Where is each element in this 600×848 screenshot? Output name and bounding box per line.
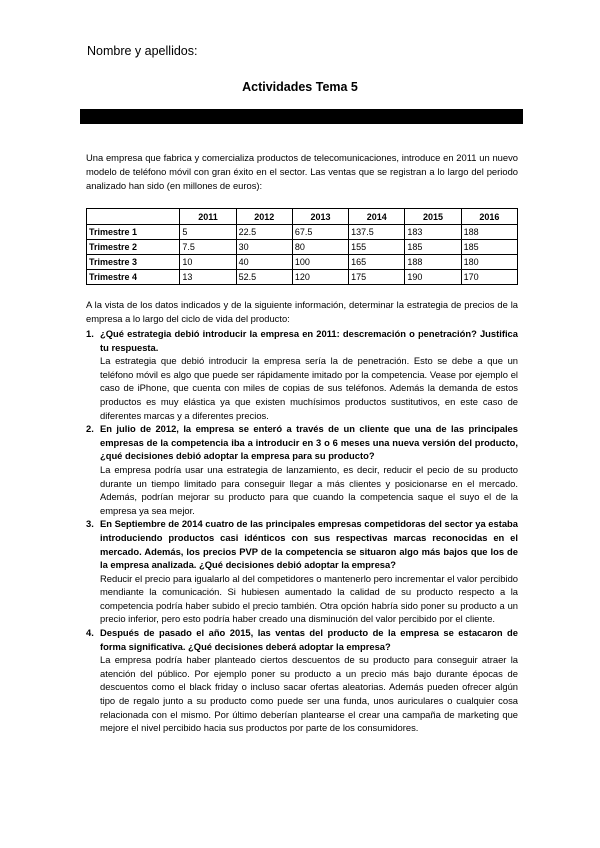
table-corner-cell [87, 209, 180, 225]
question-text: En Septiembre de 2014 cuatro de las principales empresas competidoras del sector ya estaba introduciendo productos casi idénticos con sus respectivas marcas reconocidas en el mercado. Además, los precios PVP de la competencia se situaron algo más bajos que los de la empresa analizada. ¿Qué decisiones debió adoptar la empresa? [100, 518, 518, 571]
table-cell: 170 [461, 270, 517, 285]
table-row [87, 240, 518, 255]
table-cell: 188 [461, 225, 517, 240]
table-cell: 30 [236, 240, 292, 255]
table-cell: 155 [349, 240, 405, 255]
sales-table [86, 208, 518, 285]
question-number: 3. [86, 518, 94, 530]
table-cell: 188 [405, 255, 461, 270]
table-cell: 5 [180, 225, 236, 240]
question-number: 4. [86, 627, 94, 639]
table-cell: 183 [405, 225, 461, 240]
year-header: 2011 [180, 209, 236, 225]
row-label: Trimestre 3 [87, 255, 180, 270]
table-cell: 120 [292, 270, 348, 285]
table-cell: 10 [180, 255, 236, 270]
table-cell: 165 [349, 255, 405, 270]
table-cell: 180 [461, 255, 517, 270]
table-cell: 40 [236, 255, 292, 270]
table-cell: 100 [292, 255, 348, 270]
table-cell: 67.5 [292, 225, 348, 240]
table-cell: 185 [405, 240, 461, 255]
title-divider-bar [80, 109, 523, 124]
year-header: 2013 [292, 209, 348, 225]
page-title: Actividades Tema 5 [242, 80, 358, 94]
answer-text: Reducir el precio para igualarlo al del competidores o mantenerlo pero incrementar el valor percibido mendiante la comunicación. Si hubiesen aumentado la calidad de su producto respecto a la competencia podría haber subido el precio también. Otra opción habría sido poner su producto a un precio inferior, pero esto podría haber creado una disminución del valor percibido por el cliente. [100, 572, 518, 625]
question-item [86, 626, 518, 735]
table-row [87, 225, 518, 240]
table-cell: 185 [461, 240, 517, 255]
year-header: 2015 [405, 209, 461, 225]
table-cell: 52.5 [236, 270, 292, 285]
row-label: Trimestre 1 [87, 225, 180, 240]
question-item [86, 517, 518, 626]
year-header: 2016 [461, 209, 517, 225]
question-item [86, 327, 518, 422]
year-header: 2014 [349, 209, 405, 225]
question-number: 1. [86, 328, 94, 339]
table-cell: 7.5 [180, 240, 236, 255]
table-cell: 190 [405, 270, 461, 285]
table-row [87, 255, 518, 270]
table-cell: 22.5 [236, 225, 292, 240]
lead-paragraph: A la vista de los datos indicados y de la siguiente información, determinar la estrategia de precios de la empresa a lo largo del ciclo de vida del producto: [86, 299, 518, 324]
row-label: Trimestre 2 [87, 240, 180, 255]
answer-text: La empresa podría haber planteado ciertos descuentos de su producto para conseguir atraer la atención del público. Por ejemplo poner su producto a un precio más bajo durante épocas de descuentos como el black friday o incluso sacar ofertas aleatorias. Además pueden ofrecer algún tipo de regalo junto a su producto como puede ser una funda, unos auriculares o cualquier cosa relacionada con el mismo. Por último deberían plantearse el crear una campaña de marketing que mejore el nivel percibido hacia sus productos por parte de los consumidores. [100, 654, 518, 734]
question-text: ¿Qué estrategia debió introducir la empresa en 2011: descremación o penetración? Justifica tu respuesta. [100, 328, 518, 353]
table-header-row [87, 209, 518, 225]
answer-text: La empresa podría usar una estrategia de lanzamiento, es decir, reducir el pecio de su producto durante un tiempo limitado para conseguir llegar a más clientes y posicionarse en el mercado. Además, podrían mejorar su producto para que cuando la competencia saque el suyo el de la empresa ya sea mejor. [100, 463, 518, 516]
question-text: En julio de 2012, la empresa se enteró a través de un cliente que una de las principales empresas de la competencia iba a introducir en 3 o 6 meses una nueva versión del producto, ¿qué decisiones debió adoptar la empresa para su producto? [100, 423, 518, 462]
question-text: Después de pasado el año 2015, las ventas del producto de la empresa se estacaron de forma significativa. ¿Qué decisiones deberá adoptar la empresa? [100, 627, 518, 652]
table-cell: 137.5 [349, 225, 405, 240]
table-cell: 175 [349, 270, 405, 285]
row-label: Trimestre 4 [87, 270, 180, 285]
table-cell: 80 [292, 240, 348, 255]
intro-paragraph: Una empresa que fabrica y comercializa productos de telecomunicaciones, introduce en 2011 un nuevo modelo de teléfono móvil con gran éxito en el sector. Las ventas que se registran a lo largo del periodo analizado han sido (en millones de euros): [86, 152, 518, 191]
question-list [86, 327, 518, 735]
question-item [86, 422, 518, 517]
table-cell: 13 [180, 270, 236, 285]
answer-text: La estrategia que debió introducir la empresa sería la de penetración. Esto se debe a que un teléfono móvil es algo que puede ser rápidamente imitado por la competencia. Vease por ejemplo el caso de iPhone, que cuenta con miles de copias de sus teléfonos. Además la demanda de estos productos es muy elástica ya que existen muchísimos productos sustitutivos, en este caso de diferentes marcas y a diferentes precios. [100, 355, 518, 421]
name-field-label: Nombre y apellidos: [87, 44, 198, 58]
table-row [87, 270, 518, 285]
question-number: 2. [86, 423, 94, 435]
year-header: 2012 [236, 209, 292, 225]
